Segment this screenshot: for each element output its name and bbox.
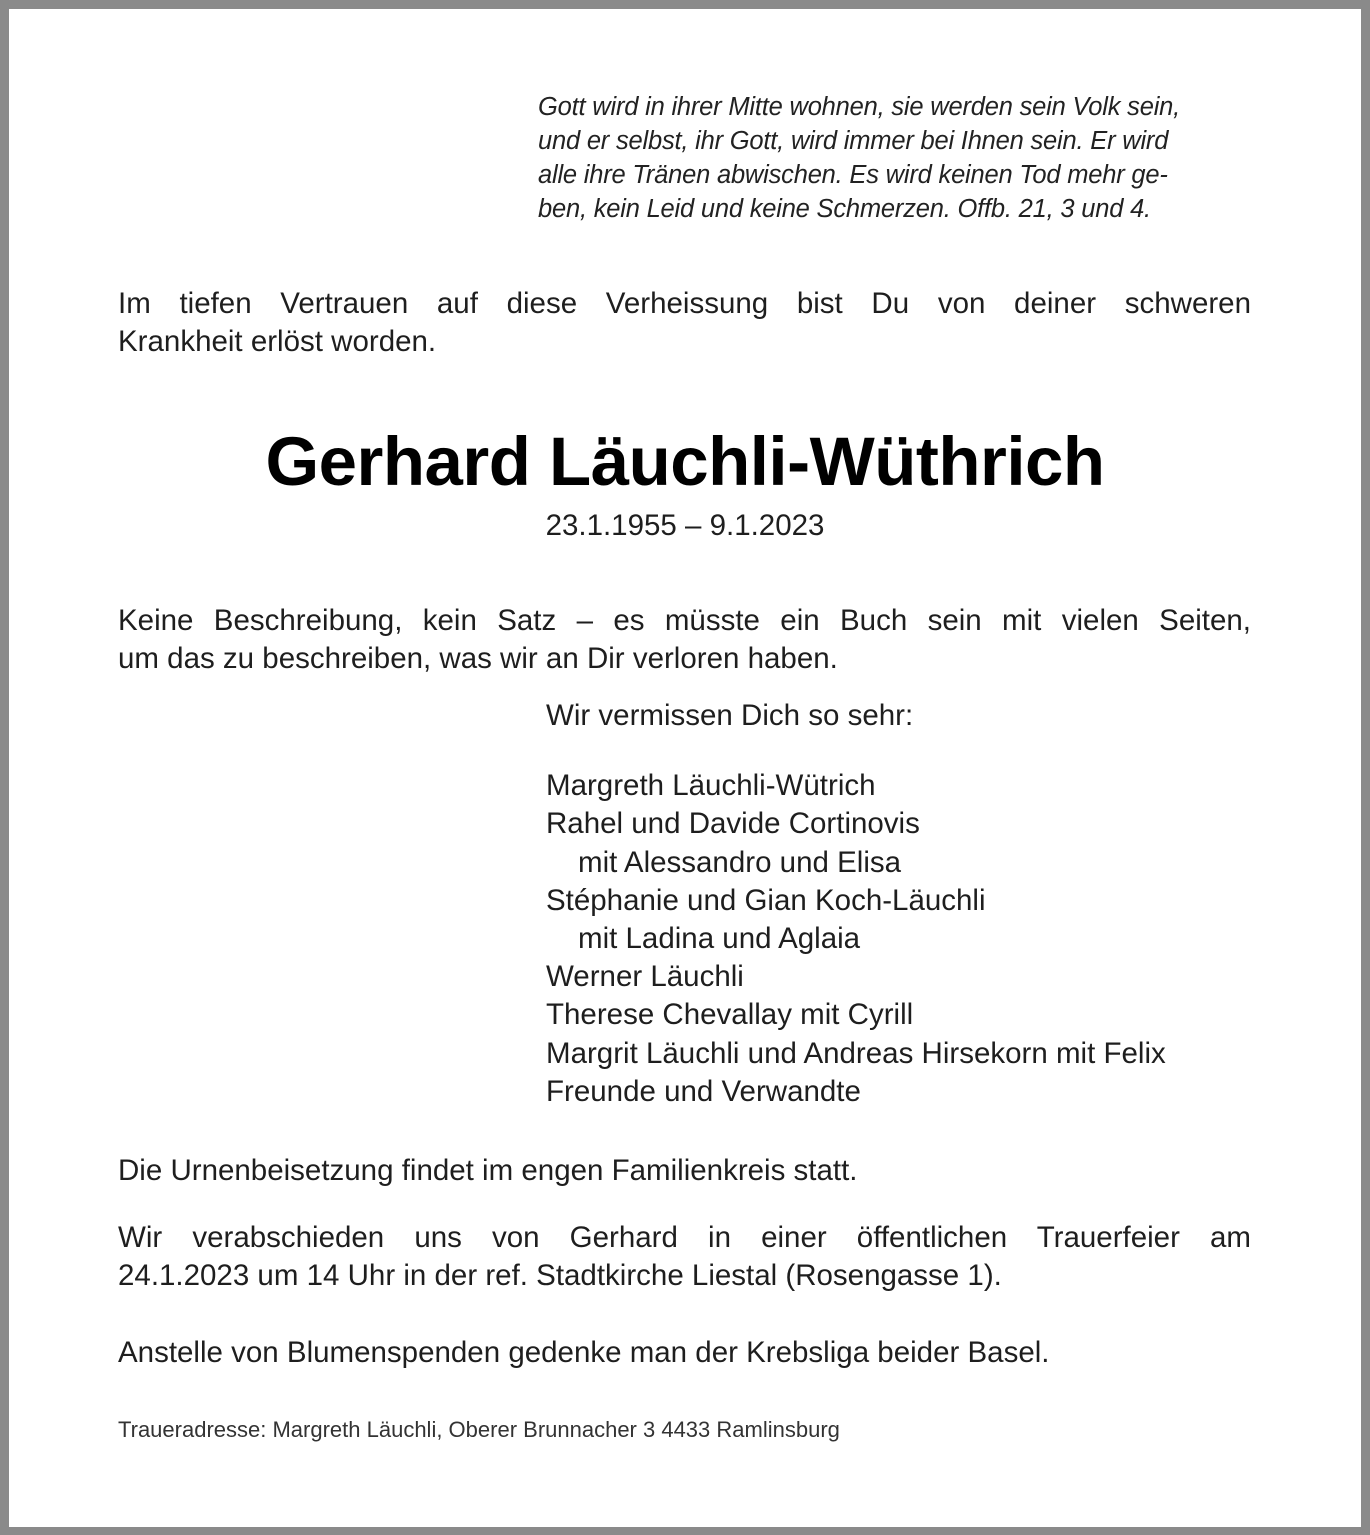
- life-dates: 23.1.1955 – 9.1.2023: [545, 509, 825, 542]
- family-member: Margreth Läuchli-Wütrich: [546, 769, 876, 803]
- verse-line: alle ihre Tränen abwischen. Es wird keinen Tod mehr ge-: [538, 161, 1168, 189]
- family-intro: Wir vermissen Dich so sehr:: [546, 699, 914, 732]
- bible-verse: [538, 90, 1258, 226]
- family-member: mit Alessandro und Elisa: [578, 845, 902, 879]
- mourning-address: Traueradresse: Margreth Läuchli, Oberer Brunnacher 3 4433 Ramlinsburg: [118, 1417, 840, 1442]
- intro-paragraph: [118, 285, 1251, 361]
- family-member: Werner Läuchli: [546, 960, 744, 994]
- verse-line: ben, kein Leid und keine Schmerzen. Offb. 21, 3 und 4.: [538, 195, 1151, 223]
- burial-line: Die Urnenbeisetzung findet im engen Familienkreis statt.: [118, 1154, 858, 1187]
- family-member: Therese Chevallay mit Cyrill: [546, 998, 914, 1032]
- service-line: 24.1.2023 um 14 Uhr in der ref. Stadtkirche Liestal (Rosengasse 1).: [118, 1259, 1002, 1292]
- verse-line: Gott wird in ihrer Mitte wohnen, sie werden sein Volk sein,: [538, 93, 1181, 121]
- family-member: Freunde und Verwandte: [546, 1074, 861, 1108]
- intro-line: Krankheit erlöst worden.: [118, 325, 437, 358]
- family-member: Rahel und Davide Cortinovis: [546, 807, 920, 841]
- service-notice: [118, 1219, 1251, 1295]
- family-member: mit Ladina und Aglaia: [578, 922, 861, 956]
- family-member: Stéphanie und Gian Koch-Läuchli: [546, 883, 986, 917]
- tribute-line: Keine Beschreibung, kein Satz – es müsste ein Buch sein mit vielen Seiten,: [118, 604, 1251, 637]
- burial-notice: [118, 1152, 1251, 1190]
- family-member: Margrit Läuchli und Andreas Hirsekorn mit Felix: [546, 1036, 1166, 1070]
- donation-line: Anstelle von Blumenspenden gedenke man der Krebsliga beider Basel.: [118, 1336, 1050, 1369]
- service-line: Wir verabschieden uns von Gerhard in einer öffentlichen Trauerfeier am: [118, 1221, 1251, 1254]
- verse-line: und er selbst, ihr Gott, wird immer bei Ihnen sein. Er wird: [538, 127, 1169, 155]
- intro-line: Im tiefen Vertrauen auf diese Verheissung bist Du von deiner schweren: [118, 287, 1251, 320]
- deceased-name: Gerhard Läuchli-Wüthrich: [265, 423, 1105, 500]
- donation-notice: [118, 1334, 1251, 1372]
- tribute-line: um das zu beschreiben, was wir an Dir verloren haben.: [118, 642, 838, 675]
- tribute-paragraph: [118, 602, 1251, 678]
- family-list: [546, 697, 1166, 1111]
